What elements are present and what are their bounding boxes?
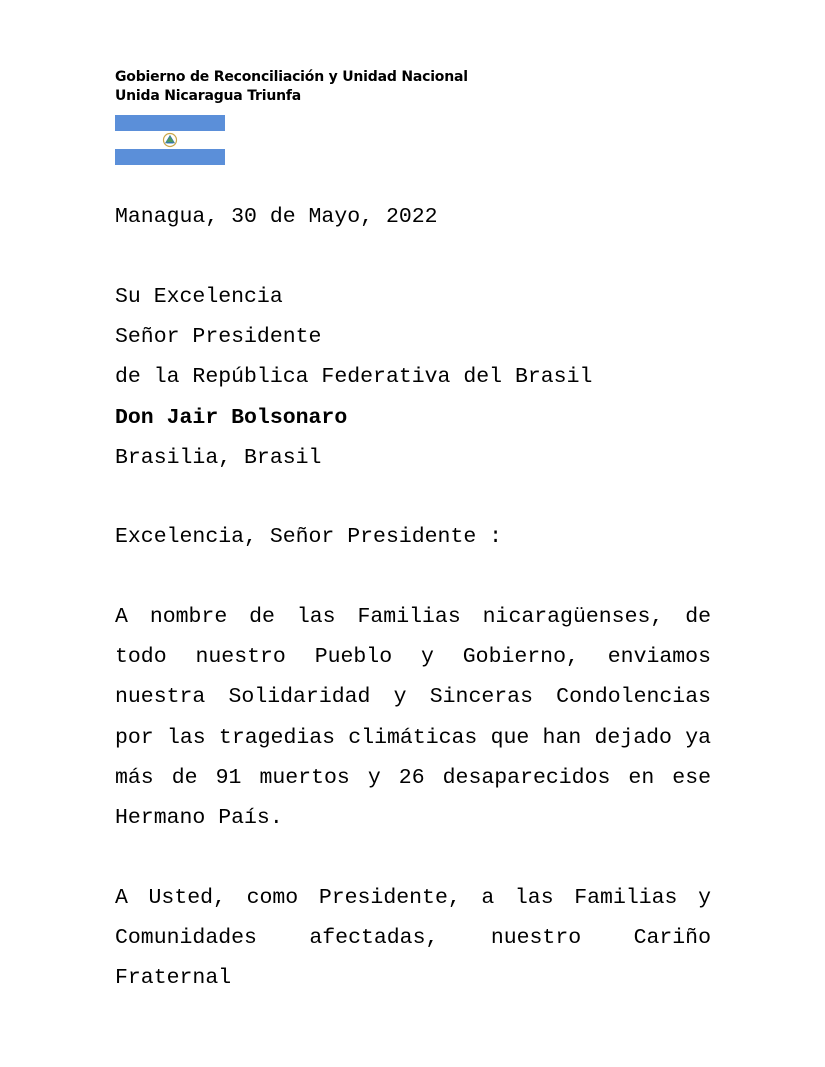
letterhead-slogan: Unida Nicaragua Triunfa [115, 88, 301, 104]
recipient-title: Su Excelencia [115, 285, 283, 309]
body-paragraph-1: A nombre de las Familias nicaragüenses, de todo nuestro Pueblo y Gobierno, enviamos nuestra Solidaridad y Sinceras Condolencias por las tragedias climáticas que han dejado ya más de 91 muertos y 26 desaparecidos en ese Hermano País. [115, 605, 711, 831]
letter-date: Managua, 30 de Mayo, 2022 [115, 205, 438, 229]
body-paragraph-2: A Usted, como Presidente, a las Familias y Comunidades afectadas, nuestro Cariño Fraternal [115, 886, 711, 991]
letterhead [115, 68, 468, 106]
letterhead-government-name: Gobierno de Reconciliación y Unidad Nacional [115, 69, 468, 85]
flag-bottom-band [115, 149, 225, 165]
salutation: Excelencia, Señor Presidente : [115, 525, 503, 549]
coat-of-arms-icon [162, 132, 178, 148]
recipient-name: Don Jair Bolsonaro [115, 405, 348, 430]
recipient-country: de la República Federativa del Brasil [115, 365, 593, 390]
recipient-location: Brasilia, Brasil [115, 445, 322, 470]
nicaragua-flag-icon [115, 115, 225, 165]
flag-top-band [115, 115, 225, 131]
recipient-position: Señor Presidente [115, 325, 322, 350]
recipient-block [115, 277, 711, 478]
